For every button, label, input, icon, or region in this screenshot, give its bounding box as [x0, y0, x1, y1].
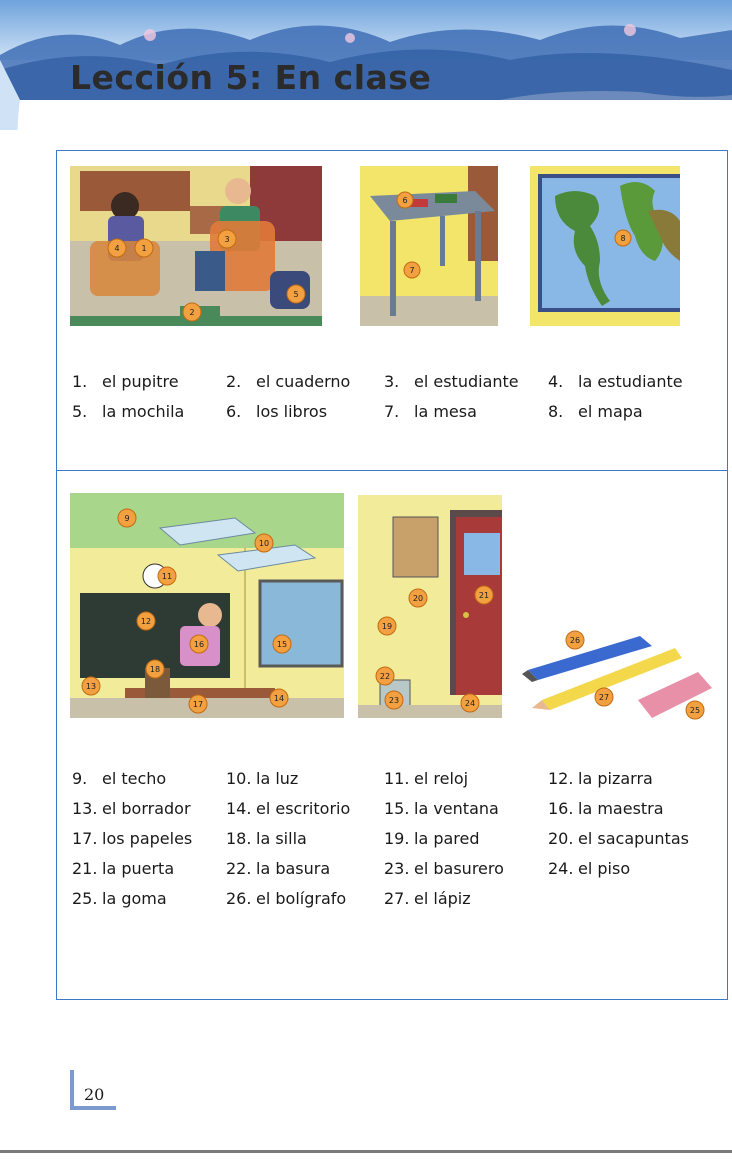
- vocab-item-18: 18. la silla: [226, 829, 307, 848]
- vocab-item-5: 5. la mochila: [72, 402, 185, 421]
- svg-text:3: 3: [224, 235, 230, 244]
- footer-rule: [0, 1150, 732, 1153]
- svg-text:20: 20: [412, 594, 424, 603]
- vocab-item-14: 14. el escritorio: [226, 799, 351, 818]
- vocab-item-4: 4. la estudiante: [548, 372, 683, 391]
- students-picture: [70, 166, 322, 326]
- vocab-item-12: 12. la pizarra: [548, 769, 653, 788]
- vocab-item-13: 13. el borrador: [72, 799, 191, 818]
- vocab-item-7: 7. la mesa: [384, 402, 477, 421]
- svg-text:13: 13: [85, 682, 97, 691]
- svg-text:10: 10: [258, 539, 270, 548]
- vocab-item-9: 9. el techo: [72, 769, 167, 788]
- vocab-item-6: 6. los libros: [226, 402, 328, 421]
- svg-text:4: 4: [114, 244, 120, 253]
- vocab-item-16: 16. la maestra: [548, 799, 664, 818]
- vocab-item-15: 15. la ventana: [384, 799, 499, 818]
- table-picture: [360, 166, 498, 326]
- page-number: 20: [84, 1085, 105, 1104]
- section-divider: [56, 470, 728, 471]
- svg-text:14: 14: [273, 694, 285, 703]
- svg-text:27: 27: [598, 693, 610, 702]
- vocab-item-23: 23. el basurero: [384, 859, 504, 878]
- vocab-item-1: 1. el pupitre: [72, 372, 179, 391]
- vocab-item-25: 25. la goma: [72, 889, 167, 908]
- vocab-item-21: 21. la puerta: [72, 859, 175, 878]
- vocab-item-24: 24. el piso: [548, 859, 631, 878]
- lesson-title: Lección 5: En clase: [70, 58, 432, 97]
- svg-text:5: 5: [293, 290, 299, 299]
- vocab-item-27: 27. el lápiz: [384, 889, 471, 908]
- svg-text:9: 9: [124, 514, 130, 523]
- vocab-item-3: 3. el estudiante: [384, 372, 519, 391]
- map-picture: [530, 166, 680, 326]
- svg-text:16: 16: [193, 640, 205, 649]
- vocab-item-10: 10. la luz: [226, 769, 299, 788]
- svg-text:25: 25: [689, 706, 701, 715]
- svg-text:15: 15: [276, 640, 288, 649]
- svg-text:26: 26: [569, 636, 581, 645]
- svg-text:23: 23: [388, 696, 400, 705]
- svg-text:19: 19: [381, 622, 393, 631]
- classroom-picture: [70, 493, 344, 718]
- vocab-item-17: 17. los papeles: [72, 829, 193, 848]
- vocab-item-2: 2. el cuaderno: [226, 372, 351, 391]
- supplies-picture: [520, 628, 720, 728]
- svg-text:24: 24: [464, 699, 476, 708]
- svg-text:1: 1: [141, 244, 147, 253]
- vocab-item-20: 20. el sacapuntas: [548, 829, 689, 848]
- svg-text:12: 12: [140, 617, 152, 626]
- vocab-item-22: 22. la basura: [226, 859, 331, 878]
- svg-text:8: 8: [620, 234, 626, 243]
- svg-text:2: 2: [189, 308, 195, 317]
- svg-text:17: 17: [192, 700, 204, 709]
- svg-text:6: 6: [402, 196, 408, 205]
- vocab-item-11: 11. el reloj: [384, 769, 469, 788]
- vocab-item-19: 19. la pared: [384, 829, 480, 848]
- vocab-item-8: 8. el mapa: [548, 402, 643, 421]
- svg-text:22: 22: [379, 672, 391, 681]
- svg-text:7: 7: [409, 266, 415, 275]
- svg-text:11: 11: [161, 572, 173, 581]
- door-picture: [358, 495, 502, 718]
- svg-text:18: 18: [149, 665, 161, 674]
- svg-text:21: 21: [478, 591, 490, 600]
- vocab-item-26: 26. el bolígrafo: [226, 889, 347, 908]
